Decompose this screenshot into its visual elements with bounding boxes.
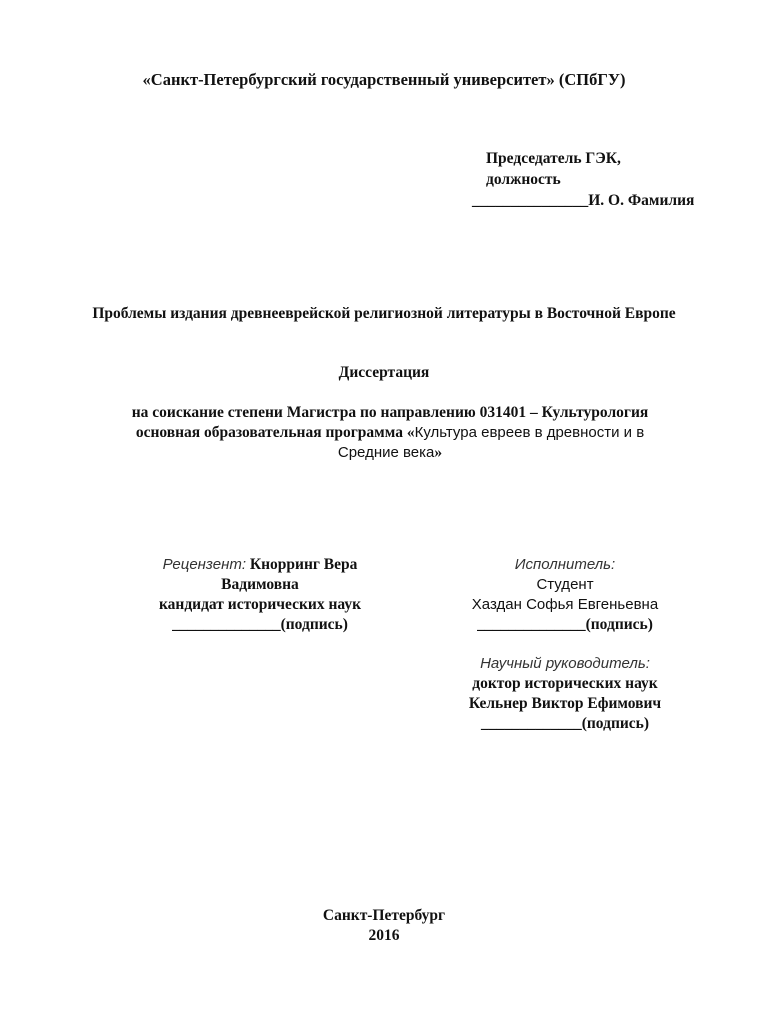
approval-signature-line: _______________И. О. Фамилия xyxy=(472,192,695,209)
degree-line-1: на соискание степени Магистра по направлению 031401 – Культурология xyxy=(131,404,649,421)
supervisor-block xyxy=(410,654,720,734)
executor-status: Студент xyxy=(536,576,594,593)
degree-block xyxy=(80,403,700,463)
supervisor-degree: доктор исторических наук xyxy=(472,675,658,692)
thesis-type: Диссертация xyxy=(338,364,430,381)
footer-city: Санкт-Петербург xyxy=(322,907,446,924)
program-close-quote: » xyxy=(434,444,443,461)
approval-chair: Председатель ГЭК, xyxy=(486,150,621,167)
reviewer-degree: кандидат исторических наук xyxy=(158,596,362,613)
reviewer-signature: ______________(подпись) xyxy=(172,616,348,633)
reviewer-name-part-1: Кнорринг Вера xyxy=(249,556,358,573)
executor-block xyxy=(420,555,710,635)
footer-block xyxy=(0,906,768,946)
reviewer-name-part-2: Вадимовна xyxy=(221,576,299,593)
footer-year: 2016 xyxy=(368,927,400,944)
supervisor-signature: _____________(подпись) xyxy=(480,715,650,732)
reviewer-label: Рецензент: xyxy=(162,556,246,573)
program-name-part-1: Культура евреев в древности и в xyxy=(414,424,645,441)
executor-label: Исполнитель: xyxy=(514,556,616,573)
degree-line-2 xyxy=(80,423,700,443)
executor-name: Хаздан Софья Евгеньевна xyxy=(471,596,659,613)
approval-block xyxy=(472,148,762,211)
approval-position: должность xyxy=(486,171,561,188)
supervisor-label: Научный руководитель: xyxy=(480,655,650,672)
program-name-part-2: Средние века xyxy=(337,444,435,461)
university-name: «Санкт-Петербургский государственный университет» (СПбГУ) xyxy=(142,70,626,89)
degree-line-2-prefix: основная образовательная программа « xyxy=(135,424,415,441)
reviewer-block xyxy=(110,555,410,635)
thesis-title: Проблемы издания древнееврейской религиозной литературы в Восточной Европе xyxy=(92,305,676,322)
executor-signature: ______________(подпись) xyxy=(477,616,653,633)
supervisor-name: Кельнер Виктор Ефимович xyxy=(468,695,662,712)
